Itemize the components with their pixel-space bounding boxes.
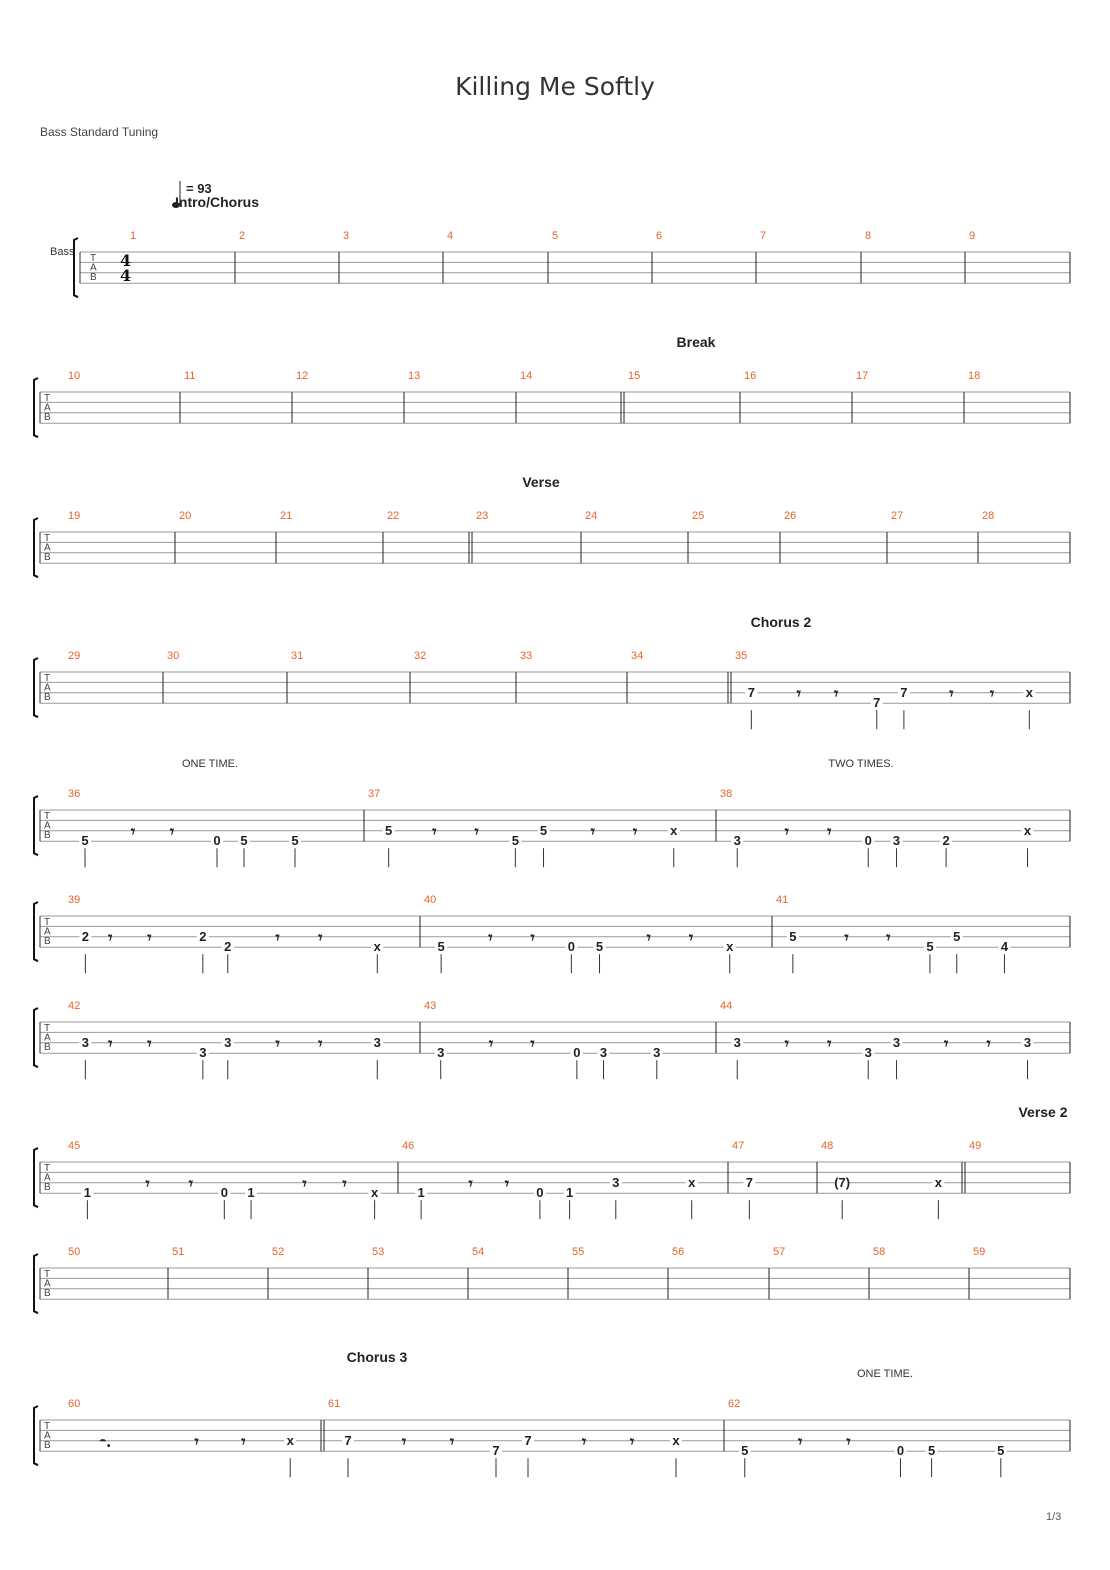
- time-signature-top: 4: [120, 251, 132, 270]
- tab-letter-b: B: [44, 1440, 51, 1451]
- measure-number: 18: [968, 370, 981, 382]
- fret-number: x: [672, 1432, 680, 1448]
- tab-letter-a: A: [44, 402, 51, 414]
- measure-number: 8: [865, 230, 872, 242]
- tab-letter-t: T: [44, 1023, 51, 1034]
- fret-number: 0: [536, 1185, 544, 1201]
- measure-number: 57: [773, 1246, 786, 1258]
- measure-number: 37: [368, 788, 381, 800]
- measure-number: 60: [68, 1398, 81, 1410]
- rest-symbol: 𝄾: [194, 1431, 199, 1451]
- rest-symbol: 𝄾: [130, 821, 136, 841]
- fret-number: 3: [653, 1045, 661, 1061]
- fret-number: 3: [81, 1034, 89, 1050]
- tab-letter-a: A: [44, 1032, 51, 1044]
- fret-number: (7): [834, 1174, 851, 1190]
- rest-symbol: 𝄾: [488, 1033, 494, 1053]
- fret-number: 3: [892, 1034, 901, 1050]
- fret-number: 5: [539, 822, 548, 838]
- rest-symbol: 𝄾: [986, 1033, 991, 1053]
- fret-number: x: [373, 939, 381, 955]
- measure-number: 41: [776, 894, 789, 906]
- fret-number: 5: [240, 833, 248, 849]
- tab-letter-a: A: [44, 926, 51, 938]
- fret-number: 5: [511, 833, 519, 849]
- measure-number: 56: [672, 1246, 685, 1258]
- fret-number: 0: [864, 833, 872, 849]
- measure-number: 11: [184, 370, 196, 382]
- fret-number: x: [1023, 822, 1032, 838]
- measure-number: 47: [732, 1140, 745, 1152]
- fret-number: x: [726, 939, 734, 955]
- measure-number: 51: [172, 1246, 185, 1258]
- fret-number: 3: [733, 1034, 741, 1050]
- fret-number: 7: [492, 1443, 500, 1459]
- measure-number: 53: [372, 1246, 385, 1258]
- fret-number: x: [1025, 684, 1033, 700]
- tab-letter-a: A: [90, 262, 97, 274]
- tab-letter-b: B: [44, 552, 51, 563]
- measure-number: 45: [68, 1140, 81, 1152]
- fret-number: 0: [896, 1443, 905, 1459]
- rest-symbol: 𝄾: [147, 1033, 152, 1053]
- measure-number: 25: [692, 510, 705, 522]
- rest-symbol: 𝄾: [784, 821, 789, 841]
- measure-number: 13: [408, 370, 421, 382]
- tab-letter-a: A: [44, 820, 51, 832]
- rest-symbol: 𝄾: [275, 1033, 280, 1053]
- measure-number: 1: [130, 230, 137, 242]
- tab-letter-t: T: [44, 1269, 51, 1280]
- measure-number: 28: [982, 510, 995, 522]
- fret-number: 5: [953, 928, 961, 944]
- fret-number: 0: [567, 939, 575, 955]
- fret-number: 4: [1000, 939, 1009, 955]
- rest-symbol: 𝄾: [581, 1431, 587, 1451]
- tab-letter-b: B: [44, 830, 51, 841]
- measure-number: 52: [272, 1246, 285, 1258]
- rest-symbol: 𝄾: [145, 1173, 150, 1193]
- fret-number: 3: [612, 1174, 620, 1190]
- rest-symbol: 𝄾: [943, 1033, 949, 1053]
- measure-number: 34: [631, 650, 644, 662]
- tab-letter-a: A: [44, 1430, 51, 1442]
- rest-symbol: 𝄾: [468, 1173, 473, 1193]
- measure-number: 5: [552, 230, 559, 242]
- instrument-label: Bass: [50, 246, 75, 258]
- fret-number: 5: [81, 833, 89, 849]
- tab-letter-b: B: [44, 1288, 51, 1299]
- measure-number: 9: [969, 230, 976, 242]
- measure-number: 17: [856, 370, 869, 382]
- measure-number: 26: [784, 510, 797, 522]
- tab-letter-a: A: [44, 682, 51, 694]
- system-bracket: [34, 1254, 38, 1313]
- rest-symbol: 𝄾: [342, 1173, 347, 1193]
- section-label: Verse: [522, 474, 560, 490]
- tab-letter-a: A: [44, 542, 51, 554]
- tuning-label: Bass Standard Tuning: [40, 125, 159, 139]
- fret-number: 3: [733, 833, 741, 849]
- fret-number: x: [688, 1174, 696, 1190]
- time-signature-bottom: 4: [120, 266, 132, 285]
- fret-number: 3: [224, 1034, 232, 1050]
- measure-number: 20: [179, 510, 192, 522]
- fret-number: 1: [565, 1185, 574, 1201]
- tab-letter-a: A: [44, 1278, 51, 1290]
- fret-number: 0: [573, 1045, 581, 1061]
- fret-number: 5: [385, 822, 393, 838]
- fret-number: 3: [864, 1045, 872, 1061]
- measure-number: 12: [296, 370, 309, 382]
- rest-symbol: 𝄾: [474, 821, 479, 841]
- system-bracket: [34, 518, 38, 577]
- measure-number: 40: [424, 894, 437, 906]
- measure-number: 55: [572, 1246, 585, 1258]
- rest-symbol: 𝄾: [432, 821, 437, 841]
- rest-symbol: 𝄾: [530, 1033, 535, 1053]
- measure-number: 27: [891, 510, 904, 522]
- rest-symbol: 𝄾: [784, 1033, 789, 1053]
- tab-letter-b: B: [44, 936, 51, 947]
- fret-number: 2: [199, 928, 207, 944]
- fret-number: 5: [595, 939, 604, 955]
- rest-symbol: 𝄾: [989, 683, 995, 703]
- section-label: Chorus 2: [750, 614, 812, 630]
- system-bracket: [34, 1148, 38, 1207]
- fret-number: 1: [83, 1185, 91, 1201]
- tab-letter-b: B: [44, 1042, 51, 1053]
- fret-number: 3: [373, 1034, 381, 1050]
- measure-number: 22: [387, 510, 400, 522]
- measure-number: 24: [585, 510, 598, 522]
- rest-symbol: 𝄾: [827, 821, 832, 841]
- fret-number: 5: [997, 1443, 1005, 1459]
- rest-symbol: 𝄾: [846, 1431, 851, 1451]
- rest-symbol: 𝄾: [797, 1431, 803, 1451]
- rest-symbol: 𝄾: [188, 1173, 194, 1193]
- fret-number: 5: [927, 1443, 936, 1459]
- measure-number: 58: [873, 1246, 886, 1258]
- rest-symbol: 𝄾: [318, 927, 323, 947]
- rest-symbol: 𝄾: [796, 683, 801, 703]
- measure-number: 43: [424, 1000, 437, 1012]
- fret-number: 3: [437, 1045, 445, 1061]
- fret-number: x: [670, 822, 678, 838]
- fret-number: 7: [524, 1432, 532, 1448]
- measure-number: 42: [68, 1000, 81, 1012]
- measure-number: 31: [291, 650, 304, 662]
- fret-number: 3: [892, 833, 901, 849]
- measure-number: 16: [744, 370, 757, 382]
- system-bracket: [34, 902, 38, 961]
- system-bracket: [34, 658, 38, 717]
- fret-number: 7: [873, 695, 881, 711]
- measure-number: 3: [343, 230, 350, 242]
- fret-number: x: [371, 1185, 379, 1201]
- fret-number: 5: [437, 939, 445, 955]
- measure-number: 4: [447, 230, 454, 242]
- measure-number: 35: [735, 650, 748, 662]
- tab-letter-t: T: [44, 1163, 51, 1174]
- fret-number: 2: [942, 833, 950, 849]
- tab-letter-b: B: [44, 692, 51, 703]
- fret-number: x: [934, 1174, 942, 1190]
- fret-number: 0: [220, 1185, 228, 1201]
- rest-symbol: 𝄾: [688, 927, 694, 947]
- measure-number: 54: [472, 1246, 485, 1258]
- fret-number: 3: [199, 1045, 207, 1061]
- section-label: Break: [676, 334, 716, 350]
- rest-symbol: 𝄾: [302, 1173, 307, 1193]
- rest-symbol: 𝄾: [646, 927, 651, 947]
- measure-number: 62: [728, 1398, 741, 1410]
- rest-symbol: 𝄾: [108, 1033, 113, 1053]
- fret-number: 5: [926, 939, 934, 955]
- rest-symbol: 𝄾: [147, 927, 152, 947]
- tempo-marking: = 93: [186, 181, 212, 196]
- rest-symbol: 𝄼.: [99, 1431, 112, 1451]
- rest-symbol: 𝄾: [844, 927, 849, 947]
- tab-letter-t: T: [44, 811, 51, 822]
- rest-symbol: 𝄾: [530, 927, 535, 947]
- fret-number: 3: [599, 1045, 608, 1061]
- measure-number: 19: [68, 510, 81, 522]
- measure-number: 61: [328, 1398, 341, 1410]
- measure-number: 48: [821, 1140, 834, 1152]
- rest-symbol: 𝄾: [401, 1431, 407, 1451]
- fret-number: 1: [417, 1185, 425, 1201]
- fret-number: 0: [213, 833, 221, 849]
- measure-number: 15: [628, 370, 641, 382]
- tab-letter-t: T: [44, 393, 51, 404]
- tab-letter-b: B: [44, 1182, 51, 1193]
- fret-number: 7: [344, 1432, 352, 1448]
- fret-number: 5: [789, 928, 797, 944]
- measure-number: 44: [720, 1000, 733, 1012]
- tab-letter-t: T: [44, 1421, 51, 1432]
- tab-letter-t: T: [44, 533, 51, 544]
- rest-symbol: 𝄾: [949, 683, 954, 703]
- measure-number: 10: [68, 370, 81, 382]
- rest-symbol: 𝄾: [275, 927, 280, 947]
- rest-symbol: 𝄾: [833, 683, 839, 703]
- rest-symbol: 𝄾: [504, 1173, 510, 1193]
- rest-symbol: 𝄾: [827, 1033, 832, 1053]
- fret-number: 2: [224, 939, 232, 955]
- measure-number: 38: [720, 788, 733, 800]
- tab-letter-a: A: [44, 1172, 51, 1184]
- rest-symbol: 𝄾: [241, 1431, 246, 1451]
- measure-number: 6: [656, 230, 663, 242]
- rest-symbol: 𝄾: [590, 821, 595, 841]
- repeat-annotation: ONE TIME.: [181, 758, 239, 770]
- measure-number: 29: [68, 650, 81, 662]
- rest-symbol: 𝄾: [632, 821, 638, 841]
- fret-number: 5: [291, 833, 299, 849]
- tab-letter-t: T: [90, 253, 97, 264]
- song-title: Killing Me Softly: [455, 72, 655, 101]
- page-number: 1/3: [1046, 1511, 1062, 1523]
- measure-number: 14: [520, 370, 533, 382]
- fret-number: 2: [81, 928, 89, 944]
- measure-number: 59: [973, 1246, 986, 1258]
- section-label: Verse 2: [1018, 1104, 1068, 1120]
- measure-number: 46: [402, 1140, 415, 1152]
- rest-symbol: 𝄾: [629, 1431, 635, 1451]
- tab-letter-t: T: [44, 673, 51, 684]
- system-bracket: [34, 1406, 38, 1465]
- measure-number: 21: [280, 510, 293, 522]
- tab-letter-b: B: [90, 272, 97, 283]
- repeat-annotation: ONE TIME.: [856, 1368, 914, 1380]
- measure-number: 39: [68, 894, 81, 906]
- repeat-annotation: TWO TIMES.: [828, 758, 894, 770]
- rest-symbol: 𝄾: [449, 1431, 455, 1451]
- section-label: Chorus 3: [346, 1349, 408, 1365]
- fret-number: 1: [247, 1185, 255, 1201]
- system-bracket: [34, 1008, 38, 1067]
- measure-number: 32: [414, 650, 427, 662]
- tab-letter-b: B: [44, 412, 51, 423]
- measure-number: 23: [476, 510, 489, 522]
- fret-number: 3: [1023, 1034, 1032, 1050]
- measure-number: 2: [239, 230, 246, 242]
- measure-number: 49: [969, 1140, 982, 1152]
- rest-symbol: 𝄾: [169, 821, 175, 841]
- measure-number: 7: [760, 230, 767, 242]
- fret-number: x: [286, 1432, 294, 1448]
- system-bracket: [34, 378, 38, 437]
- rest-symbol: 𝄾: [488, 927, 493, 947]
- rest-symbol: 𝄾: [886, 927, 891, 947]
- section-label: Intro/Chorus: [175, 194, 259, 210]
- fret-number: 7: [900, 684, 908, 700]
- measure-number: 36: [68, 788, 81, 800]
- rest-symbol: 𝄾: [108, 927, 113, 947]
- fret-number: 5: [741, 1443, 749, 1459]
- measure-number: 30: [167, 650, 180, 662]
- system-bracket: [74, 238, 78, 297]
- tab-letter-t: T: [44, 917, 51, 928]
- fret-number: 7: [747, 684, 755, 700]
- measure-number: 33: [520, 650, 533, 662]
- measure-number: 50: [68, 1246, 81, 1258]
- system-bracket: [34, 796, 38, 855]
- fret-number: 7: [745, 1174, 753, 1190]
- rest-symbol: 𝄾: [318, 1033, 323, 1053]
